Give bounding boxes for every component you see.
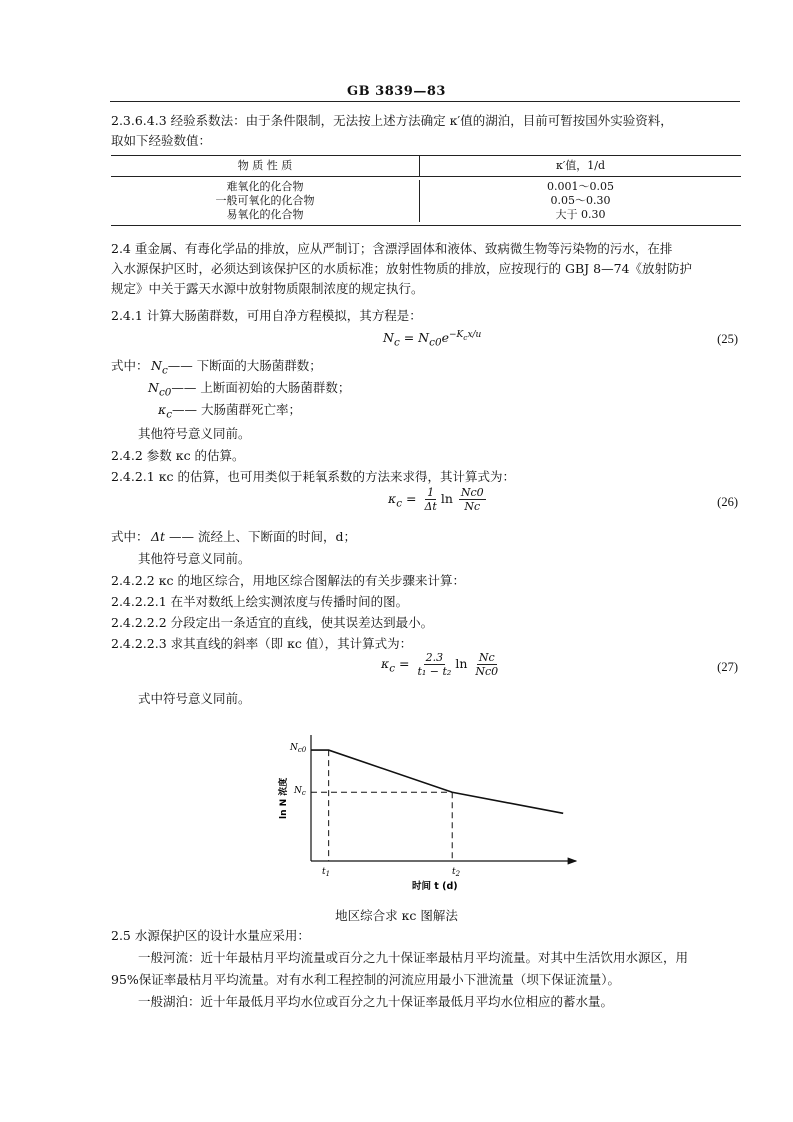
equation-27 [381, 651, 502, 678]
where-intro: 式中： [111, 529, 149, 544]
where-item [158, 400, 301, 421]
eq-denominator: Nc [464, 500, 481, 513]
where-item [148, 378, 350, 399]
eq-fraction [422, 486, 438, 513]
paragraph-line: 取如下经验数值： [111, 133, 212, 148]
eq-subscript: c [389, 662, 396, 675]
y-tick-nc: $N_c$ [294, 786, 306, 797]
table-row [111, 177, 741, 194]
where-intro: 式中： [111, 358, 149, 373]
where-item [151, 527, 356, 545]
eq-symbol: e [441, 330, 449, 346]
where-subscript: c0 [158, 386, 172, 399]
series-line [311, 750, 563, 813]
eq-symbol: κ [388, 491, 397, 506]
table-cell: 0.05～0.30 [550, 194, 611, 207]
table-cell: 易氧化的化合物 [111, 208, 420, 222]
eq-symbol: = [402, 491, 421, 506]
eq-denominator: Nc0 [475, 665, 499, 678]
x-tick-t1: $t_1$ [322, 867, 331, 878]
table-cell: 大于 0.30 [555, 208, 606, 221]
table-row [111, 194, 741, 208]
equation-25 [383, 330, 481, 349]
where-symbol: Δt [151, 529, 166, 544]
section-2-4-2-2-3: 2.4.2.2.3 求其直线的斜率（即 κc 值），其计算式为： [111, 636, 413, 651]
eq-subscript: c [393, 336, 400, 349]
eq-numerator: Nc0 [460, 486, 484, 499]
page-header: GB 3839—83 [347, 84, 446, 99]
table-cell: 0.001～0.05 [547, 180, 614, 193]
where-desc: —— 下断面的大肠菌群数； [167, 358, 322, 373]
coefficient-table [111, 155, 741, 226]
where-subscript: c [166, 408, 173, 421]
paragraph-2-4 [111, 239, 741, 299]
eq-denominator: Δt [424, 500, 437, 513]
section-2-4-2: 2.4.2 参数 κc 的估算。 [111, 448, 245, 463]
paragraph-2-3-6-4-3 [111, 111, 741, 151]
table-cell: 难氧化的化合物 [111, 180, 420, 194]
eq-symbol: N [383, 330, 394, 346]
equation-number-26: (26) [717, 495, 738, 509]
where-symbol: N [148, 380, 159, 395]
where-other: 其他符号意义同前。 [138, 551, 251, 566]
equation-26 [388, 486, 488, 513]
where-desc: —— 上断面初始的大肠菌群数； [171, 380, 351, 395]
eq-exponent: x/u [467, 330, 482, 340]
where-subscript: c [161, 364, 168, 377]
eq-subscript: c0 [429, 336, 442, 349]
graphic-solution-chart [270, 725, 590, 895]
eq-numerator: Nc [478, 651, 495, 664]
section-2-4-2-2: 2.4.2.2 κc 的地区综合，用地区综合图解法的有关步骤来计算： [111, 573, 465, 588]
where-symbol: κ [158, 402, 167, 417]
where-item [151, 356, 322, 377]
where-desc: —— 流经上、下断面的时间，d； [165, 529, 357, 544]
eq-fraction [473, 651, 500, 678]
eq-fraction [459, 486, 486, 513]
eq-ln: ln [455, 656, 468, 671]
eq-symbol: = [395, 656, 414, 671]
eq-subscript: c [463, 332, 468, 342]
table-cell: 一般可氧化的化合物 [111, 194, 420, 208]
x-axis-label: 时间 t (d) [412, 881, 458, 892]
eq-symbol: κ [381, 656, 390, 671]
paragraph-line: 入水源保护区时，必须达到该保护区的水质标准；放射性物质的排放，应按现行的 GBJ 8—74《放射防护 [111, 261, 692, 276]
x-tick-t2: $t_2$ [452, 867, 461, 878]
paragraph-line: 规定》中关于露天水源中放射物质限制浓度的规定执行。 [111, 281, 424, 296]
section-2-4-2-2-1: 2.4.2.2.1 在半对数纸上绘实测浓度与传播时间的图。 [111, 594, 409, 609]
section-2-4-2-1: 2.4.2.1 κc 的估算，也可用类似于耗氧系数的方法来求得，其计算式为： [111, 469, 515, 484]
eq-denominator: t₁ − t₂ [417, 665, 452, 678]
paragraph-line: 一般河流：近十年最枯月平均流量或百分之九十保证率最枯月平均流量。对其中生活饮用水源区，用 [138, 950, 689, 965]
equation-number-25: (25) [717, 332, 738, 346]
paragraph-line: 2.3.6.4.3 经验系数法：由于条件限制，无法按上述方法确定 κ′值的湖泊，目前可暂按国外实验资料， [111, 113, 673, 128]
section-2-5: 2.5 水源保护区的设计水量应采用： [111, 928, 310, 943]
eq-subscript: c [396, 497, 403, 510]
section-2-4-1: 2.4.1 计算大肠菌群数，可用自净方程模拟，其方程是： [111, 308, 422, 323]
where-symbol: N [151, 358, 162, 373]
eq-ln: ln [440, 491, 453, 506]
y-tick-nc0: $N_{c0}$ [290, 743, 307, 754]
paragraph-line: 2.4 重金属、有毒化学品的排放，应从严制订；含漂浮固体和液体、致病微生物等污染物的污水，在排 [111, 241, 673, 256]
table-header-cell: κ′值，1/d [555, 159, 606, 172]
note-27: 式中符号意义同前。 [138, 691, 251, 706]
table-header-row [111, 156, 741, 177]
eq-numerator: 2.3 [425, 651, 444, 664]
eq-symbol: = N [399, 330, 430, 346]
eq-numerator: 1 [427, 486, 435, 499]
table-row [111, 208, 741, 225]
table-header-cell: 物 质 性 质 [111, 156, 420, 176]
figure-caption: 地区综合求 κc 图解法 [335, 908, 458, 923]
section-2-4-2-2-2: 2.4.2.2.2 分段定出一条适宜的直线，使其误差达到最小。 [111, 615, 434, 630]
where-other: 其他符号意义同前。 [138, 426, 251, 441]
eq-fraction [415, 651, 453, 678]
header-rule [110, 101, 740, 102]
y-axis-label: ln N 浓度 [279, 777, 289, 819]
eq-exponent: −K [448, 330, 464, 340]
equation-number-27: (27) [717, 660, 738, 674]
paragraph-line: 95%保证率最枯月平均流量。对有水利工程控制的河流应用最小下泄流量（坝下保证流量）。 [111, 972, 621, 987]
paragraph-line: 一般湖泊：近十年最低月平均水位或百分之九十保证率最低月平均水位相应的蓄水量。 [138, 994, 614, 1009]
where-desc: —— 大肠菌群死亡率； [172, 402, 302, 417]
